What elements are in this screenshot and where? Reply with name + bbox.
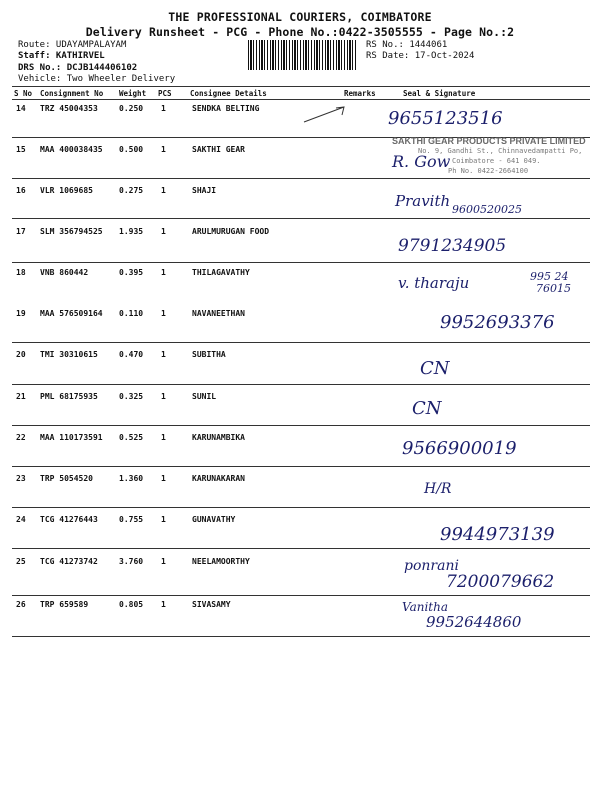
row-weight: 0.755 [119, 515, 144, 524]
row-rule [12, 548, 590, 549]
row-sno: 18 [16, 268, 26, 277]
phone-row17: 9791234905 [398, 236, 507, 256]
note-row20: CN [420, 358, 450, 379]
row-pcs: 1 [161, 145, 166, 154]
signature-row26: Vanitha [402, 600, 448, 614]
phone-row22: 9566900019 [402, 438, 517, 459]
row-consignment: MAA 110173591 [40, 433, 103, 442]
row-pcs: 1 [161, 515, 166, 524]
row-rule [12, 507, 590, 508]
row-rule [12, 262, 590, 263]
row-consignee: NEELAMOORTHY [192, 557, 250, 566]
vehicle-label: Vehicle: Two Wheeler Delivery [18, 74, 176, 84]
row-weight: 0.110 [119, 309, 144, 318]
row-consignment: PML 68175935 [40, 392, 98, 401]
col-consignment: Consignment No [40, 89, 104, 98]
row-consignment: VLR 1069685 [40, 186, 93, 195]
row-sno: 24 [16, 515, 26, 524]
row-sno: 14 [16, 104, 26, 113]
row-consignee: SAKTHI GEAR [192, 145, 245, 154]
remark-tick-icon [300, 104, 350, 126]
row-pcs: 1 [161, 433, 166, 442]
note-row21: CN [412, 398, 442, 419]
row-consignment: TMI 30310615 [40, 350, 98, 359]
row-rule [12, 595, 590, 596]
row-pcs: 1 [161, 268, 166, 277]
row-rule [12, 425, 590, 426]
stamp-line: No. 9, Gandhi St., Chinnavedampatti Po, [418, 147, 583, 155]
runsheet-title: Delivery Runsheet - PCG - Phone No.:0422-3505555 - Page No.:2 [85, 25, 515, 39]
row-sno: 21 [16, 392, 26, 401]
note-row23: H/R [424, 481, 452, 497]
col-consignee: Consignee Details [190, 89, 267, 98]
signature-row18: v. tharaju [398, 274, 470, 292]
row-weight: 0.275 [119, 186, 144, 195]
row-consignee: SUNIL [192, 392, 217, 401]
row-weight: 1.935 [119, 227, 144, 236]
row-consignment: TRP 659589 [40, 600, 89, 609]
row-sno: 20 [16, 350, 26, 359]
stamp-title: SAKTHI GEAR PRODUCTS PRIVATE LIMITED [392, 136, 586, 146]
signature-row16: Pravith [395, 192, 451, 210]
row-consignee: SHAJI [192, 186, 217, 195]
row-consignee: NAVANEETHAN [192, 309, 245, 318]
row-rule [12, 384, 590, 385]
phone-row18-cont: 76015 [536, 282, 571, 295]
row-pcs: 1 [161, 309, 166, 318]
row-pcs: 1 [161, 104, 166, 113]
row-consignment: TRZ 45004353 [40, 104, 98, 113]
row-rule [12, 466, 590, 467]
row-weight: 0.395 [119, 268, 144, 277]
row-consignment: MAA 400038435 [40, 145, 103, 154]
table-bottom-rule [12, 636, 590, 637]
row-pcs: 1 [161, 600, 166, 609]
staff-label: Staff: KATHIRVEL [18, 51, 105, 61]
row-rule [12, 218, 590, 219]
company-title: THE PROFESSIONAL COURIERS, COIMBATORE [168, 10, 432, 24]
row-consignment: TCG 41273742 [40, 557, 98, 566]
phone-row24: 9944973139 [440, 524, 555, 545]
route-label: Route: UDAYAMPALAYAM [18, 40, 127, 50]
col-weight: Weight [119, 89, 147, 98]
row-pcs: 1 [161, 557, 166, 566]
phone-row18: 995 24 [530, 270, 569, 283]
phone-row26: 9952644860 [426, 613, 522, 631]
row-pcs: 1 [161, 350, 166, 359]
row-weight: 1.360 [119, 474, 144, 483]
phone-row19: 9952693376 [440, 312, 555, 333]
col-sno: S No [14, 89, 33, 98]
row-consignee: KARUNAMBIKA [192, 433, 245, 442]
row-sno: 17 [16, 227, 26, 236]
row-sno: 22 [16, 433, 26, 442]
phone-row16: 9600520025 [452, 203, 522, 216]
row-consignment: VNB 860442 [40, 268, 89, 277]
row-consignment: TRP 5054520 [40, 474, 93, 483]
row-consignee: THILAGAVATHY [192, 268, 250, 277]
stamp-line: Coimbatore - 641 049. [452, 157, 541, 165]
row-weight: 0.525 [119, 433, 144, 442]
row-weight: 0.250 [119, 104, 144, 113]
row-sno: 26 [16, 600, 26, 609]
signature-row14: 9655123516 [388, 108, 503, 129]
row-weight: 0.470 [119, 350, 144, 359]
drs-number: DRS No.: DCJB144406102 [18, 63, 138, 73]
row-consignee: GUNAVATHY [192, 515, 236, 524]
row-weight: 0.325 [119, 392, 144, 401]
row-consignee: SIVASAMY [192, 600, 231, 609]
row-consignment: SLM 356794525 [40, 227, 103, 236]
row-pcs: 1 [161, 474, 166, 483]
phone-row25: 7200079662 [446, 572, 555, 592]
row-rule [12, 178, 590, 179]
row-consignment: MAA 576509164 [40, 309, 103, 318]
row-pcs: 1 [161, 392, 166, 401]
row-weight: 0.805 [119, 600, 144, 609]
signature-row15: R. Gow [392, 152, 451, 171]
row-consignment: TCG 41276443 [40, 515, 98, 524]
row-pcs: 1 [161, 186, 166, 195]
barcode [248, 40, 356, 70]
col-pcs: PCS [158, 89, 172, 98]
rs-number: RS No.: 1444061 [366, 40, 448, 50]
row-sno: 19 [16, 309, 26, 318]
col-remarks: Remarks [344, 89, 376, 98]
table-header-rule [12, 99, 590, 100]
signature-row25: ponrani [404, 558, 459, 574]
row-sno: 16 [16, 186, 26, 195]
row-sno: 15 [16, 145, 26, 154]
row-consignee: ARULMURUGAN FOOD [192, 227, 270, 236]
row-pcs: 1 [161, 227, 166, 236]
stamp-line: Ph No. 0422-2664100 [448, 167, 529, 175]
table-top-rule [12, 86, 590, 87]
row-weight: 3.760 [119, 557, 144, 566]
rs-date: RS Date: 17-Oct-2024 [366, 51, 475, 61]
row-sno: 23 [16, 474, 26, 483]
row-consignee: SUBITHA [192, 350, 226, 359]
row-consignee: KARUNAKARAN [192, 474, 245, 483]
row-rule [12, 342, 590, 343]
row-sno: 25 [16, 557, 26, 566]
row-consignee: SENDKA BELTING [192, 104, 260, 113]
col-seal-signature: Seal & Signature [403, 89, 476, 98]
row-weight: 0.500 [119, 145, 144, 154]
